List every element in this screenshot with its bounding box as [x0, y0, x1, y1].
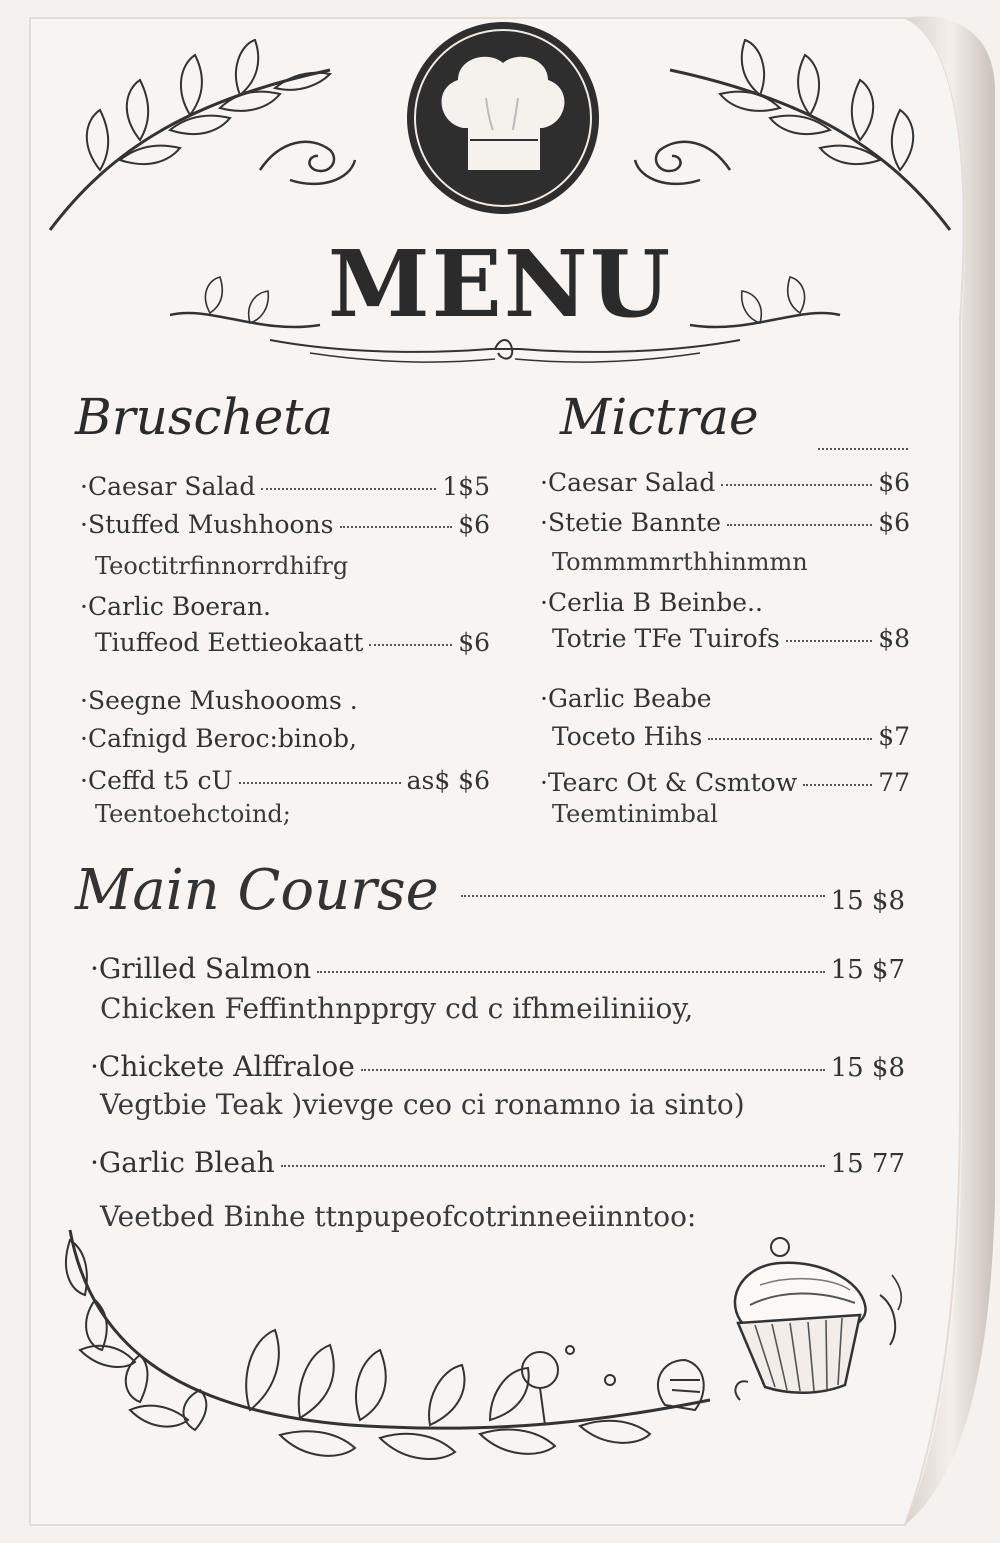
list-item: Totrie TFe Tuirofs $8	[552, 624, 910, 653]
list-item: ·Grilled Salmon 15 $7	[90, 952, 905, 985]
list-item: ·Tearc Ot & Csmtow 77	[540, 768, 910, 797]
leaf-branch-top-right-icon	[620, 30, 960, 250]
list-item: ·Cafnigd Beroc:binob,	[80, 724, 357, 753]
list-item: Tiuffeod Eettieokaatt $6	[95, 628, 490, 657]
item-note: Teoctitrfinnorrdhifrg	[95, 552, 349, 580]
list-item: ·Caesar Salad 1$5	[80, 472, 490, 501]
section-title-left: Bruscheta	[75, 388, 334, 446]
list-item: ·Cerlia B Beinbe..	[540, 588, 763, 617]
item-note: Teentoehctoind;	[95, 800, 291, 828]
section-title-right: Mictrae	[560, 388, 759, 446]
list-item: ·Garlic Bleah 15 77	[90, 1146, 905, 1179]
page-title: MENU	[327, 230, 673, 338]
list-item: ·Ceffd t5 cU as$ $6	[80, 766, 490, 795]
section-title-main: Main Course	[75, 858, 439, 923]
cupcake-icon	[720, 1235, 920, 1405]
item-note: Teemtinimbal	[552, 800, 718, 828]
leaf-branch-top-left-icon	[40, 30, 360, 250]
leaf-garland-bottom-icon	[50, 1220, 750, 1490]
list-item: Toceto Hihs $7	[552, 722, 910, 751]
list-item: ·Chickete Alffraloe 15 $8	[90, 1050, 905, 1083]
list-item: ·Caesar Salad $6	[540, 468, 910, 497]
title-dots	[818, 448, 908, 450]
item-note: Tommmmrthhinmmn	[552, 548, 808, 576]
item-desc: Veetbed Binhe ttnpupeofcotrinneeiinntoo:	[100, 1200, 697, 1233]
chef-hat-icon	[398, 18, 608, 218]
list-item: ·Seegne Mushoooms .	[80, 686, 358, 715]
list-item: ·Stetie Bannte $6	[540, 508, 910, 537]
item-desc: Chicken Feffinthnpprgy cd c ifhmeiliniioy,	[100, 992, 694, 1025]
flourish-divider-icon	[150, 265, 860, 375]
main-course-header: Main Course 15 $8	[75, 858, 905, 923]
item-desc: Vegtbie Teak )vievge ceo ci ronamno ia sinto)	[100, 1088, 745, 1121]
list-item: ·Garlic Beabe	[540, 684, 712, 713]
list-item: ·Stuffed Mushhoons $6	[80, 510, 490, 539]
list-item: ·Carlic Boeran.	[80, 592, 271, 621]
